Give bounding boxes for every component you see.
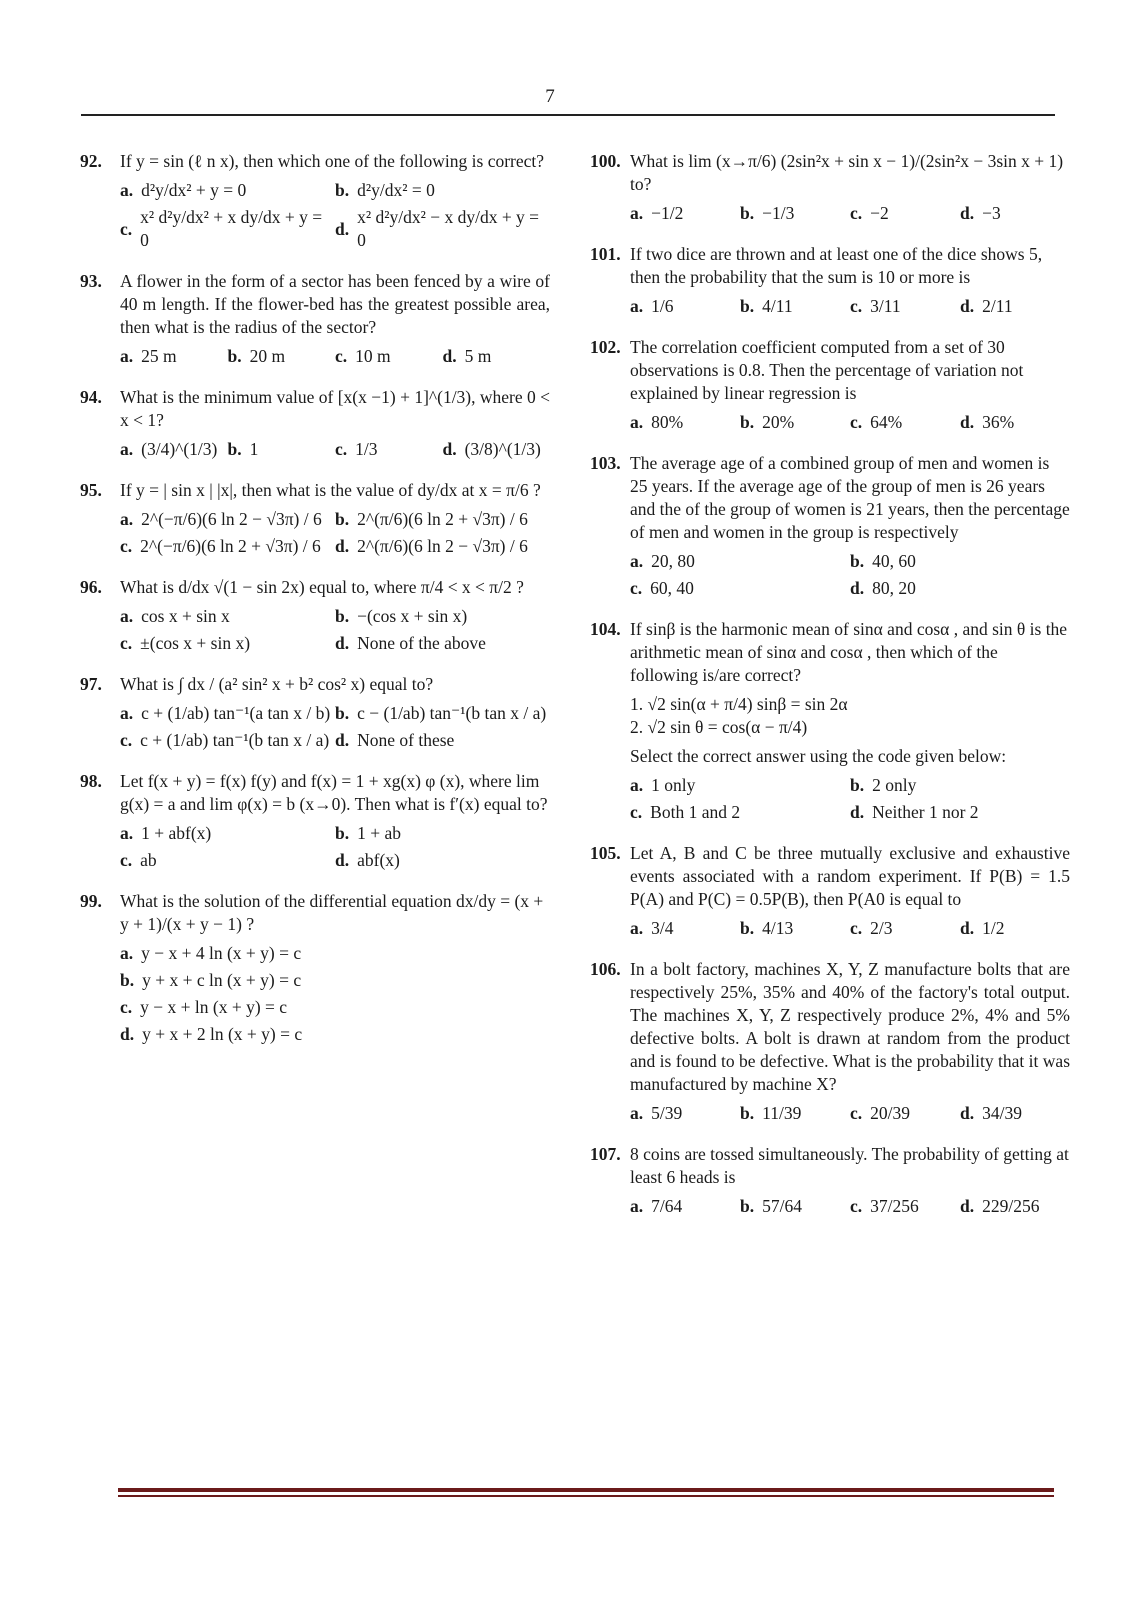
- option-c: c. 37/256: [850, 1196, 919, 1216]
- option-b: b. 20%: [740, 412, 795, 432]
- question-text: Let A, B and C be three mutually exclusive and exhaustive events associated with a random experiment. If P(B) = 1.5 P(A) and P(C) = 0.5P(B), then P(A0 is equal to: [630, 843, 1070, 909]
- question-101: [590, 243, 1070, 318]
- question-number: 100.: [590, 151, 621, 171]
- question-number: 99.: [80, 891, 102, 911]
- option-a: a. 20, 80: [630, 551, 695, 571]
- question-text: In a bolt factory, machines X, Y, Z manufacture bolts that are respectively 25%, 35% and 40% of the factory's total output. The machines X, Y, Z respectively produce 2%, 4% and 5% defective bolts. A bolt is drawn at random from the product and is found to be defective. What is the probability that it was manufactured by machine X?: [630, 959, 1070, 1094]
- option-d: d. y + x + 2 ln (x + y) = c: [120, 1024, 303, 1044]
- question-number: 107.: [590, 1144, 621, 1164]
- footer-rule: [118, 1488, 1054, 1492]
- question-number: 101.: [590, 244, 621, 264]
- option-a: a. c + (1/ab) tan⁻¹(a tan x / b): [120, 703, 331, 723]
- option-d: d. 34/39: [960, 1103, 1022, 1123]
- question-text: What is the minimum value of [x(x −1) + 1]^(1/3), where 0 < x < 1?: [120, 387, 551, 430]
- question-number: 93.: [80, 271, 102, 291]
- option-b: b. 2 only: [850, 775, 917, 795]
- question-104: [590, 618, 1070, 824]
- option-b: b. 1: [227, 439, 259, 459]
- option-b: b. c − (1/ab) tan⁻¹(b tan x / a): [335, 703, 547, 723]
- option-c: c. 10 m: [335, 346, 391, 366]
- question-103: [590, 452, 1070, 600]
- option-b: b. −(cos x + sin x): [335, 606, 468, 626]
- option-d: d. 80, 20: [850, 578, 916, 598]
- option-b: b. 40, 60: [850, 551, 916, 571]
- option-d: d. 229/256: [960, 1196, 1040, 1216]
- option-b: b. 57/64: [740, 1196, 802, 1216]
- question-text: If y = | sin x | |x|, then what is the value of dy/dx at x = π/6 ?: [120, 480, 541, 500]
- option-b: b. 1 + ab: [335, 823, 401, 843]
- option-a: a. cos x + sin x: [120, 606, 230, 626]
- option-d: d. abf(x): [335, 850, 400, 870]
- option-a: a. 2^(−π/6)(6 ln 2 − √3π) / 6: [120, 509, 322, 529]
- option-c: c. ±(cos x + sin x): [120, 633, 251, 653]
- option-a: a. 7/64: [630, 1196, 683, 1216]
- option-d: d. None of these: [335, 730, 455, 750]
- option-a: a. d²y/dx² + y = 0: [120, 180, 247, 200]
- option-c: c. x² d²y/dx² + x dy/dx + y = 0: [120, 207, 323, 250]
- option-c: c. 3/11: [850, 296, 901, 316]
- option-c: c. 2/3: [850, 918, 893, 938]
- footer-rule-thin: [118, 1495, 1054, 1497]
- question-text: 8 coins are tossed simultaneously. The probability of getting at least 6 heads is: [630, 1144, 1069, 1187]
- right-column: [590, 150, 1070, 1236]
- option-c: c. 60, 40: [630, 578, 694, 598]
- option-d: d. 5 m: [442, 346, 492, 366]
- question-102: [590, 336, 1070, 434]
- option-c: c. 64%: [850, 412, 903, 432]
- question-95: [80, 479, 550, 558]
- option-b: b. 11/39: [740, 1103, 802, 1123]
- option-c: c. 1/3: [335, 439, 378, 459]
- question-number: 106.: [590, 959, 621, 979]
- option-a: a. −1/2: [630, 203, 684, 223]
- question-number: 97.: [80, 674, 102, 694]
- question-number: 95.: [80, 480, 102, 500]
- option-b: b. 20 m: [227, 346, 286, 366]
- option-d: d. 1/2: [960, 918, 1005, 938]
- option-a: a. (3/4)^(1/3): [120, 439, 218, 459]
- option-a: a. 25 m: [120, 346, 177, 366]
- question-92: [80, 150, 550, 252]
- question-text: If two dice are thrown and at least one of the dice shows 5, then the probability that the sum is 10 or more is: [630, 244, 1043, 287]
- option-d: d. (3/8)^(1/3): [442, 439, 541, 459]
- question-number: 94.: [80, 387, 102, 407]
- question-number: 104.: [590, 619, 621, 639]
- question-number: 92.: [80, 151, 102, 171]
- option-b: b. 4/11: [740, 296, 793, 316]
- question-text: If sinβ is the harmonic mean of sinα and cosα , and sin θ is the arithmetic mean of sinα and cosα , then which of the following is/are correct?: [630, 619, 1068, 685]
- question-number: 98.: [80, 771, 102, 791]
- option-a: a. 80%: [630, 412, 684, 432]
- question-text: The correlation coefficient computed from a set of 30 observations is 0.8. Then the percentage of variation not explained by linear regression is: [630, 337, 1024, 403]
- option-a: a. 1 only: [630, 775, 696, 795]
- instruction: Select the correct answer using the code given below:: [630, 746, 1007, 766]
- option-d: d. 36%: [960, 412, 1015, 432]
- option-d: d. 2/11: [960, 296, 1013, 316]
- left-column: [80, 150, 550, 1064]
- option-b: b. 2^(π/6)(6 ln 2 + √3π) / 6: [335, 509, 528, 529]
- question-100: [590, 150, 1070, 225]
- option-c: c. 2^(−π/6)(6 ln 2 + √3π) / 6: [120, 536, 321, 556]
- option-d: d. −3: [960, 203, 1001, 223]
- question-text: The average age of a combined group of men and women is 25 years. If the average age of the group of men is 26 years and the of the group of women is 21 years, then the percentage of men and women in the group is respectively: [630, 453, 1070, 542]
- question-94: [80, 386, 550, 461]
- question-107: [590, 1143, 1070, 1218]
- question-text: Let f(x + y) = f(x) f(y) and f(x) = 1 + xg(x) φ (x), where lim g(x) = a and lim φ(x) = b (x→0). Then what is f′(x) equal to?: [120, 771, 548, 814]
- question-105: [590, 842, 1070, 940]
- question-text: What is the solution of the differential equation dx/dy = (x + y + 1)/(x + y − 1) ?: [120, 891, 544, 934]
- question-text: What is ∫ dx / (a² sin² x + b² cos² x) equal to?: [120, 674, 434, 694]
- option-d: d. 2^(π/6)(6 ln 2 − √3π) / 6: [335, 536, 528, 556]
- option-c: c. Both 1 and 2: [630, 802, 741, 822]
- question-text: A flower in the form of a sector has been fenced by a wire of 40 m length. If the flower-bed has the greatest possible area, then what is the radius of the sector?: [120, 271, 550, 337]
- option-c: c. −2: [850, 203, 889, 223]
- option-b: b. y + x + c ln (x + y) = c: [120, 970, 302, 990]
- option-d: d. Neither 1 nor 2: [850, 802, 979, 822]
- option-a: a. 1/6: [630, 296, 674, 316]
- question-text: What is d/dx √(1 − sin 2x) equal to, where π/4 < x < π/2 ?: [120, 577, 524, 597]
- page-number: 7: [545, 86, 555, 107]
- question-99: [80, 890, 550, 1046]
- question-text: What is lim (x→π/6) (2sin²x + sin x − 1)/(2sin²x − 3sin x + 1) to?: [630, 151, 1064, 194]
- option-c: c. 20/39: [850, 1103, 911, 1123]
- question-text: If y = sin (ℓ n x), then which one of the following is correct?: [120, 151, 545, 171]
- question-number: 105.: [590, 843, 621, 863]
- option-b: b. d²y/dx² = 0: [335, 180, 435, 200]
- option-d: d. None of the above: [335, 633, 486, 653]
- statement-1: 1. √2 sin(α + π/4) sinβ = sin 2α: [630, 694, 848, 714]
- question-number: 102.: [590, 337, 621, 357]
- option-c: c. ab: [120, 850, 157, 870]
- option-a: a. y − x + 4 ln (x + y) = c: [120, 943, 302, 963]
- option-a: a. 1 + abf(x): [120, 823, 212, 843]
- option-d: d. x² d²y/dx² − x dy/dx + y = 0: [335, 207, 540, 250]
- option-a: a. 3/4: [630, 918, 674, 938]
- question-96: [80, 576, 550, 655]
- option-a: a. 5/39: [630, 1103, 683, 1123]
- question-106: [590, 958, 1070, 1125]
- question-93: [80, 270, 550, 368]
- option-b: b. −1/3: [740, 203, 795, 223]
- option-c: c. c + (1/ab) tan⁻¹(b tan x / a): [120, 730, 330, 750]
- option-c: c. y − x + ln (x + y) = c: [120, 997, 288, 1017]
- header-rule: [81, 114, 1055, 116]
- question-98: [80, 770, 550, 872]
- statement-2: 2. √2 sin θ = cos(α − π/4): [630, 717, 808, 737]
- option-b: b. 4/13: [740, 918, 794, 938]
- question-number: 96.: [80, 577, 102, 597]
- question-number: 103.: [590, 453, 621, 473]
- question-97: [80, 673, 550, 752]
